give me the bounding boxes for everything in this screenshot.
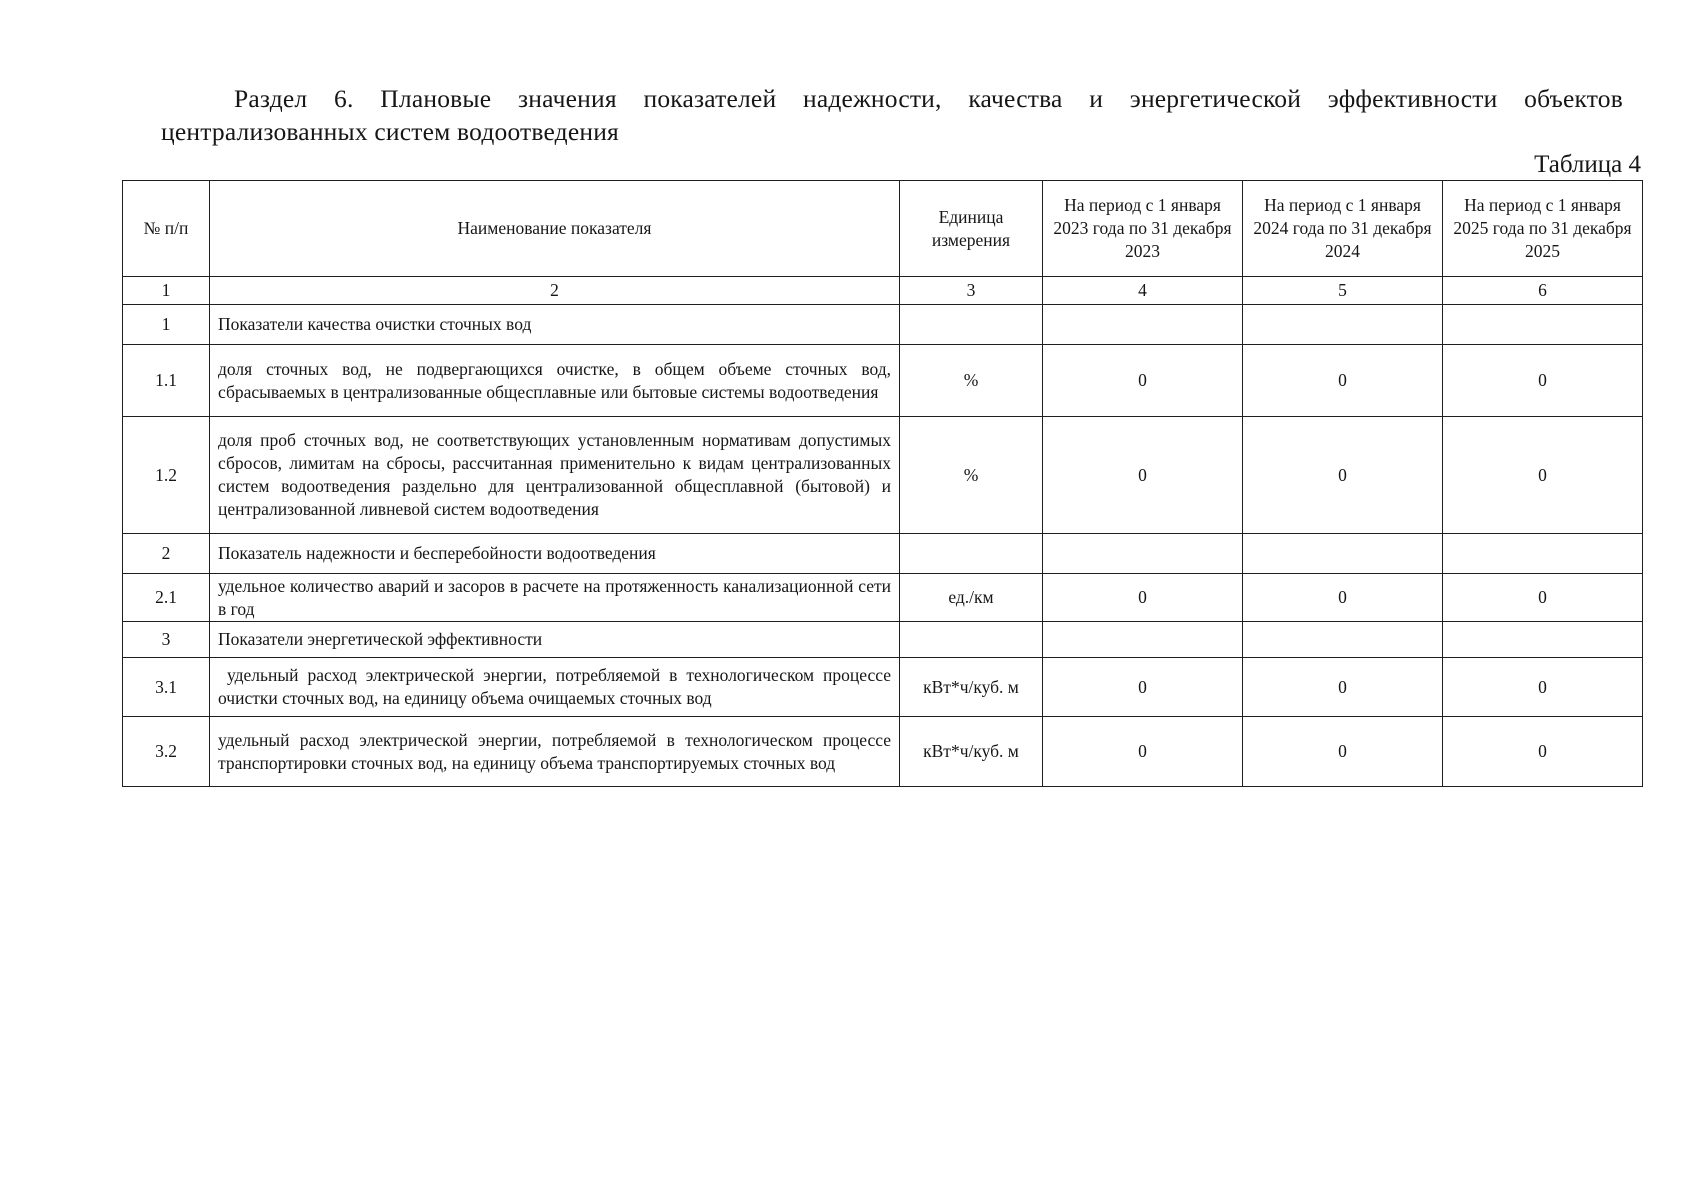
row-value-2024	[1243, 622, 1443, 658]
row-value-2025: 0	[1443, 717, 1643, 787]
header-period-2025: На период с 1 января 2025 года по 31 декабря 2025	[1443, 181, 1643, 277]
row-unit: кВт*ч/куб. м	[900, 658, 1043, 717]
row-unit: ед./км	[900, 574, 1043, 622]
row-unit: %	[900, 417, 1043, 534]
row-name: Показатели энергетической эффективности	[210, 622, 900, 658]
column-number: 6	[1443, 277, 1643, 305]
table-row	[123, 574, 1643, 622]
column-number: 5	[1243, 277, 1443, 305]
header-name: Наименование показателя	[210, 181, 900, 277]
column-number: 4	[1043, 277, 1243, 305]
row-value-2023: 0	[1043, 717, 1243, 787]
row-num: 2.1	[123, 574, 210, 622]
row-value-2024: 0	[1243, 717, 1443, 787]
row-value-2023	[1043, 305, 1243, 345]
row-value-2023: 0	[1043, 345, 1243, 417]
row-num: 1.2	[123, 417, 210, 534]
row-value-2023	[1043, 622, 1243, 658]
row-value-2023: 0	[1043, 658, 1243, 717]
row-num: 1.1	[123, 345, 210, 417]
row-value-2024: 0	[1243, 345, 1443, 417]
table-row	[123, 345, 1643, 417]
column-number: 3	[900, 277, 1043, 305]
table-row	[123, 622, 1643, 658]
indicators-table	[122, 180, 1643, 787]
row-value-2025	[1443, 305, 1643, 345]
row-value-2025	[1443, 622, 1643, 658]
row-value-2024: 0	[1243, 417, 1443, 534]
row-value-2025: 0	[1443, 574, 1643, 622]
row-num: 3.2	[123, 717, 210, 787]
table-row	[123, 658, 1643, 717]
row-value-2023: 0	[1043, 574, 1243, 622]
row-value-2025: 0	[1443, 345, 1643, 417]
row-unit: кВт*ч/куб. м	[900, 717, 1043, 787]
table-row	[123, 305, 1643, 345]
table-row	[123, 717, 1643, 787]
row-value-2024	[1243, 534, 1443, 574]
row-num: 3.1	[123, 658, 210, 717]
header-row	[123, 181, 1643, 277]
row-num: 2	[123, 534, 210, 574]
header-unit: Единица измерения	[900, 181, 1043, 277]
row-value-2024: 0	[1243, 658, 1443, 717]
row-name: Показатели качества очистки сточных вод	[210, 305, 900, 345]
row-name: Показатель надежности и бесперебойности водоотведения	[210, 534, 900, 574]
row-value-2025: 0	[1443, 658, 1643, 717]
table-row	[123, 534, 1643, 574]
row-num: 3	[123, 622, 210, 658]
table-caption: Таблица 4	[1534, 151, 1641, 178]
row-unit	[900, 305, 1043, 345]
row-value-2025	[1443, 534, 1643, 574]
row-unit: %	[900, 345, 1043, 417]
column-number: 2	[210, 277, 900, 305]
header-period-2024: На период с 1 января 2024 года по 31 декабря 2024	[1243, 181, 1443, 277]
row-name: удельный расход электрической энергии, потребляемой в технологическом процессе транспортировки сточных вод, на единицу объема транспортируемых сточных вод	[210, 717, 900, 787]
row-value-2024	[1243, 305, 1443, 345]
section-heading: Раздел 6. Плановые значения показателей надежности, качества и энергетической эффективности объектов централизованных систем водоотведения	[161, 84, 1623, 146]
row-num: 1	[123, 305, 210, 345]
row-name: удельное количество аварий и засоров в расчете на протяженность канализационной сети в год	[210, 574, 900, 622]
row-value-2023: 0	[1043, 417, 1243, 534]
row-unit	[900, 622, 1043, 658]
row-name: доля сточных вод, не подвергающихся очистке, в общем объеме сточных вод, сбрасываемых в централизованные общесплавные или бытовые системы водоотведения	[210, 345, 900, 417]
column-number: 1	[123, 277, 210, 305]
row-value-2025: 0	[1443, 417, 1643, 534]
row-name: доля проб сточных вод, не соответствующих установленным нормативам допустимых сбросов, лимитам на сбросы, рассчитанная применительно к видам централизованных систем водоотведения раздельно для централизованной общесплавной (бытовой) и централизованной ливневой систем водоотведения	[210, 417, 900, 534]
row-unit	[900, 534, 1043, 574]
row-value-2024: 0	[1243, 574, 1443, 622]
header-period-2023: На период с 1 января 2023 года по 31 декабря 2023	[1043, 181, 1243, 277]
table-row	[123, 417, 1643, 534]
row-name: удельный расход электрической энергии, потребляемой в технологическом процессе очистки сточных вод, на единицу объема очищаемых сточных вод	[210, 658, 900, 717]
column-number-row	[123, 277, 1643, 305]
row-value-2023	[1043, 534, 1243, 574]
header-num: № п/п	[123, 181, 210, 277]
